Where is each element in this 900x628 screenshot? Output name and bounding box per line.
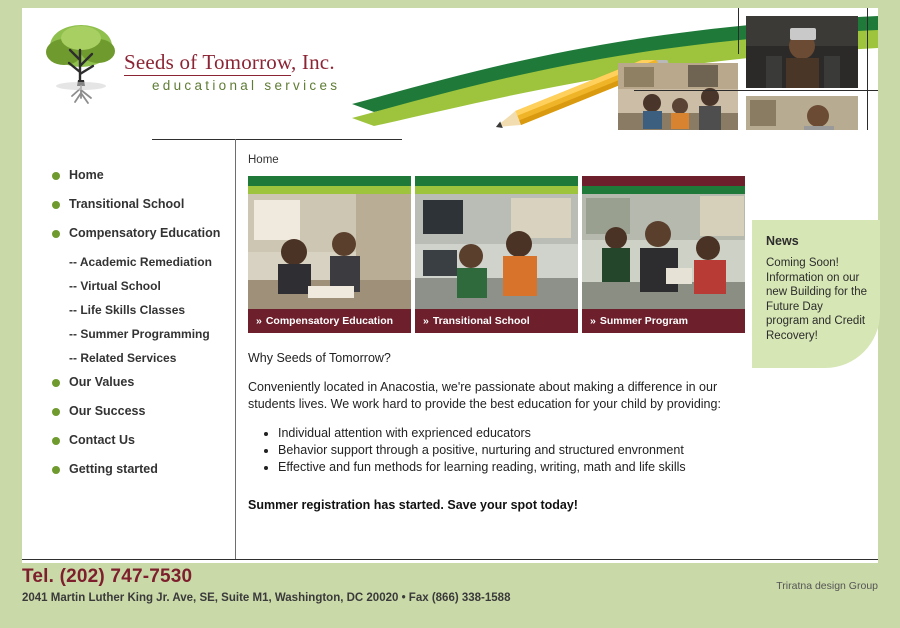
sidebar-item-getting-started[interactable] (52, 462, 232, 477)
sidebar-item-summer-programming[interactable]: -- Summer Programming (69, 327, 210, 341)
content-divider-vertical (235, 139, 236, 559)
sidebar-item-label: Compensatory Education (69, 226, 221, 240)
card-caption[interactable] (582, 309, 745, 333)
card-compensatory-education[interactable] (248, 176, 411, 333)
sidebar-item-label: Our Success (69, 404, 146, 418)
sidebar-item-label: Our Values (69, 375, 135, 389)
header-photo-desk-work (746, 96, 858, 130)
bullet-icon (52, 466, 60, 474)
card-caption-label: Compensatory Education (265, 315, 394, 327)
registration-callout: Summer registration has started. Save your spot today! (248, 498, 578, 512)
footer-address: 2041 Martin Luther King Jr. Ave, SE, Suite M1, Washington, DC 20020 • Fax (866) 338-1588 (22, 592, 511, 604)
list-item: • Behavior support through a positive, nurturing and structured envronment (278, 442, 744, 459)
site-footer (22, 566, 878, 604)
bullet-icon (52, 437, 60, 445)
sidebar-item-transitional-school[interactable] (52, 197, 232, 212)
chevron-right-icon: » (423, 315, 429, 327)
news-body: Coming Soon! Information on our new Building for the Future Day program and Credit Recovery! (766, 257, 868, 342)
sidebar-item-compensatory-education[interactable] (52, 226, 232, 241)
sidebar-item-label: Getting started (69, 462, 158, 476)
bullet-icon (52, 201, 60, 209)
feature-cards (248, 176, 744, 333)
intro-paragraph: Conveniently located in Anacostia, we're passionate about making a difference in our students lives. We work hard to provide the best education for your child by providing: (248, 380, 721, 411)
sidebar-item-related-services[interactable]: -- Related Services (69, 351, 177, 365)
sidebar-nav (52, 168, 232, 491)
card-caption-label: Transitional School (432, 315, 530, 327)
section-heading: Why Seeds of Tomorrow? (248, 351, 391, 365)
bullet-icon (52, 408, 60, 416)
chevron-right-icon: » (590, 315, 596, 327)
card-bar-primary (248, 176, 411, 186)
header-crosshair-vertical-1 (738, 8, 739, 54)
footer-phone: Tel. (202) 747-7530 (22, 566, 193, 587)
logo-title (124, 50, 335, 75)
list-item: • Effective and fun methods for learning reading, writing, math and life skills (278, 459, 744, 476)
main-content (248, 154, 744, 512)
chevron-right-icon: » (256, 315, 262, 327)
site-logo[interactable] (42, 20, 362, 116)
site-header (22, 8, 878, 130)
sidebar-item-label: Transitional School (69, 197, 185, 211)
bullet-icon (52, 230, 60, 238)
list-item: • Individual attention with exprienced educators (278, 425, 744, 442)
card-caption[interactable] (415, 309, 578, 333)
logo-title-main: Seeds of Tomorrow (124, 50, 291, 74)
bullet-icon (52, 379, 60, 387)
tree-logo-icon (42, 20, 120, 112)
card-bar-secondary (582, 186, 745, 194)
logo-subtitle: educational services (152, 78, 341, 93)
header-photo-student-tablet (746, 16, 858, 88)
header-divider-top (152, 139, 402, 140)
footer-credit[interactable]: Triratna design Group (776, 580, 878, 592)
card-caption[interactable] (248, 309, 411, 333)
logo-title-suffix: , Inc. (291, 50, 335, 74)
footer-divider (22, 559, 878, 560)
news-title: News (766, 234, 799, 248)
card-image (415, 194, 578, 309)
sidebar-item-label: Contact Us (69, 433, 135, 447)
sidebar-item-life-skills-classes[interactable]: -- Life Skills Classes (69, 303, 186, 317)
card-bar-primary (415, 176, 578, 186)
breadcrumb: Home (248, 154, 279, 166)
sidebar-item-contact-us[interactable] (52, 433, 232, 448)
card-summer-program[interactable] (582, 176, 745, 333)
sidebar-item-label: Home (69, 168, 104, 182)
card-caption-label: Summer Program (599, 315, 688, 327)
sidebar-item-virtual-school[interactable]: -- Virtual School (69, 279, 161, 293)
page-canvas (22, 8, 878, 563)
card-image (248, 194, 411, 309)
news-panel (752, 220, 880, 368)
card-bar-primary (582, 176, 745, 186)
benefits-list (248, 425, 744, 476)
header-crosshair-horizontal (634, 90, 878, 91)
header-photo-classroom (618, 63, 738, 130)
sidebar-item-our-values[interactable] (52, 375, 232, 390)
header-crosshair-vertical-2 (867, 8, 868, 130)
bullet-icon (52, 172, 60, 180)
card-transitional-school[interactable] (415, 176, 578, 333)
card-bar-secondary (415, 186, 578, 194)
sidebar-item-our-success[interactable] (52, 404, 232, 419)
sidebar-item-academic-remediation[interactable]: -- Academic Remediation (69, 255, 212, 269)
card-image (582, 194, 745, 309)
card-bar-secondary (248, 186, 411, 194)
sidebar-item-home[interactable] (52, 168, 232, 183)
